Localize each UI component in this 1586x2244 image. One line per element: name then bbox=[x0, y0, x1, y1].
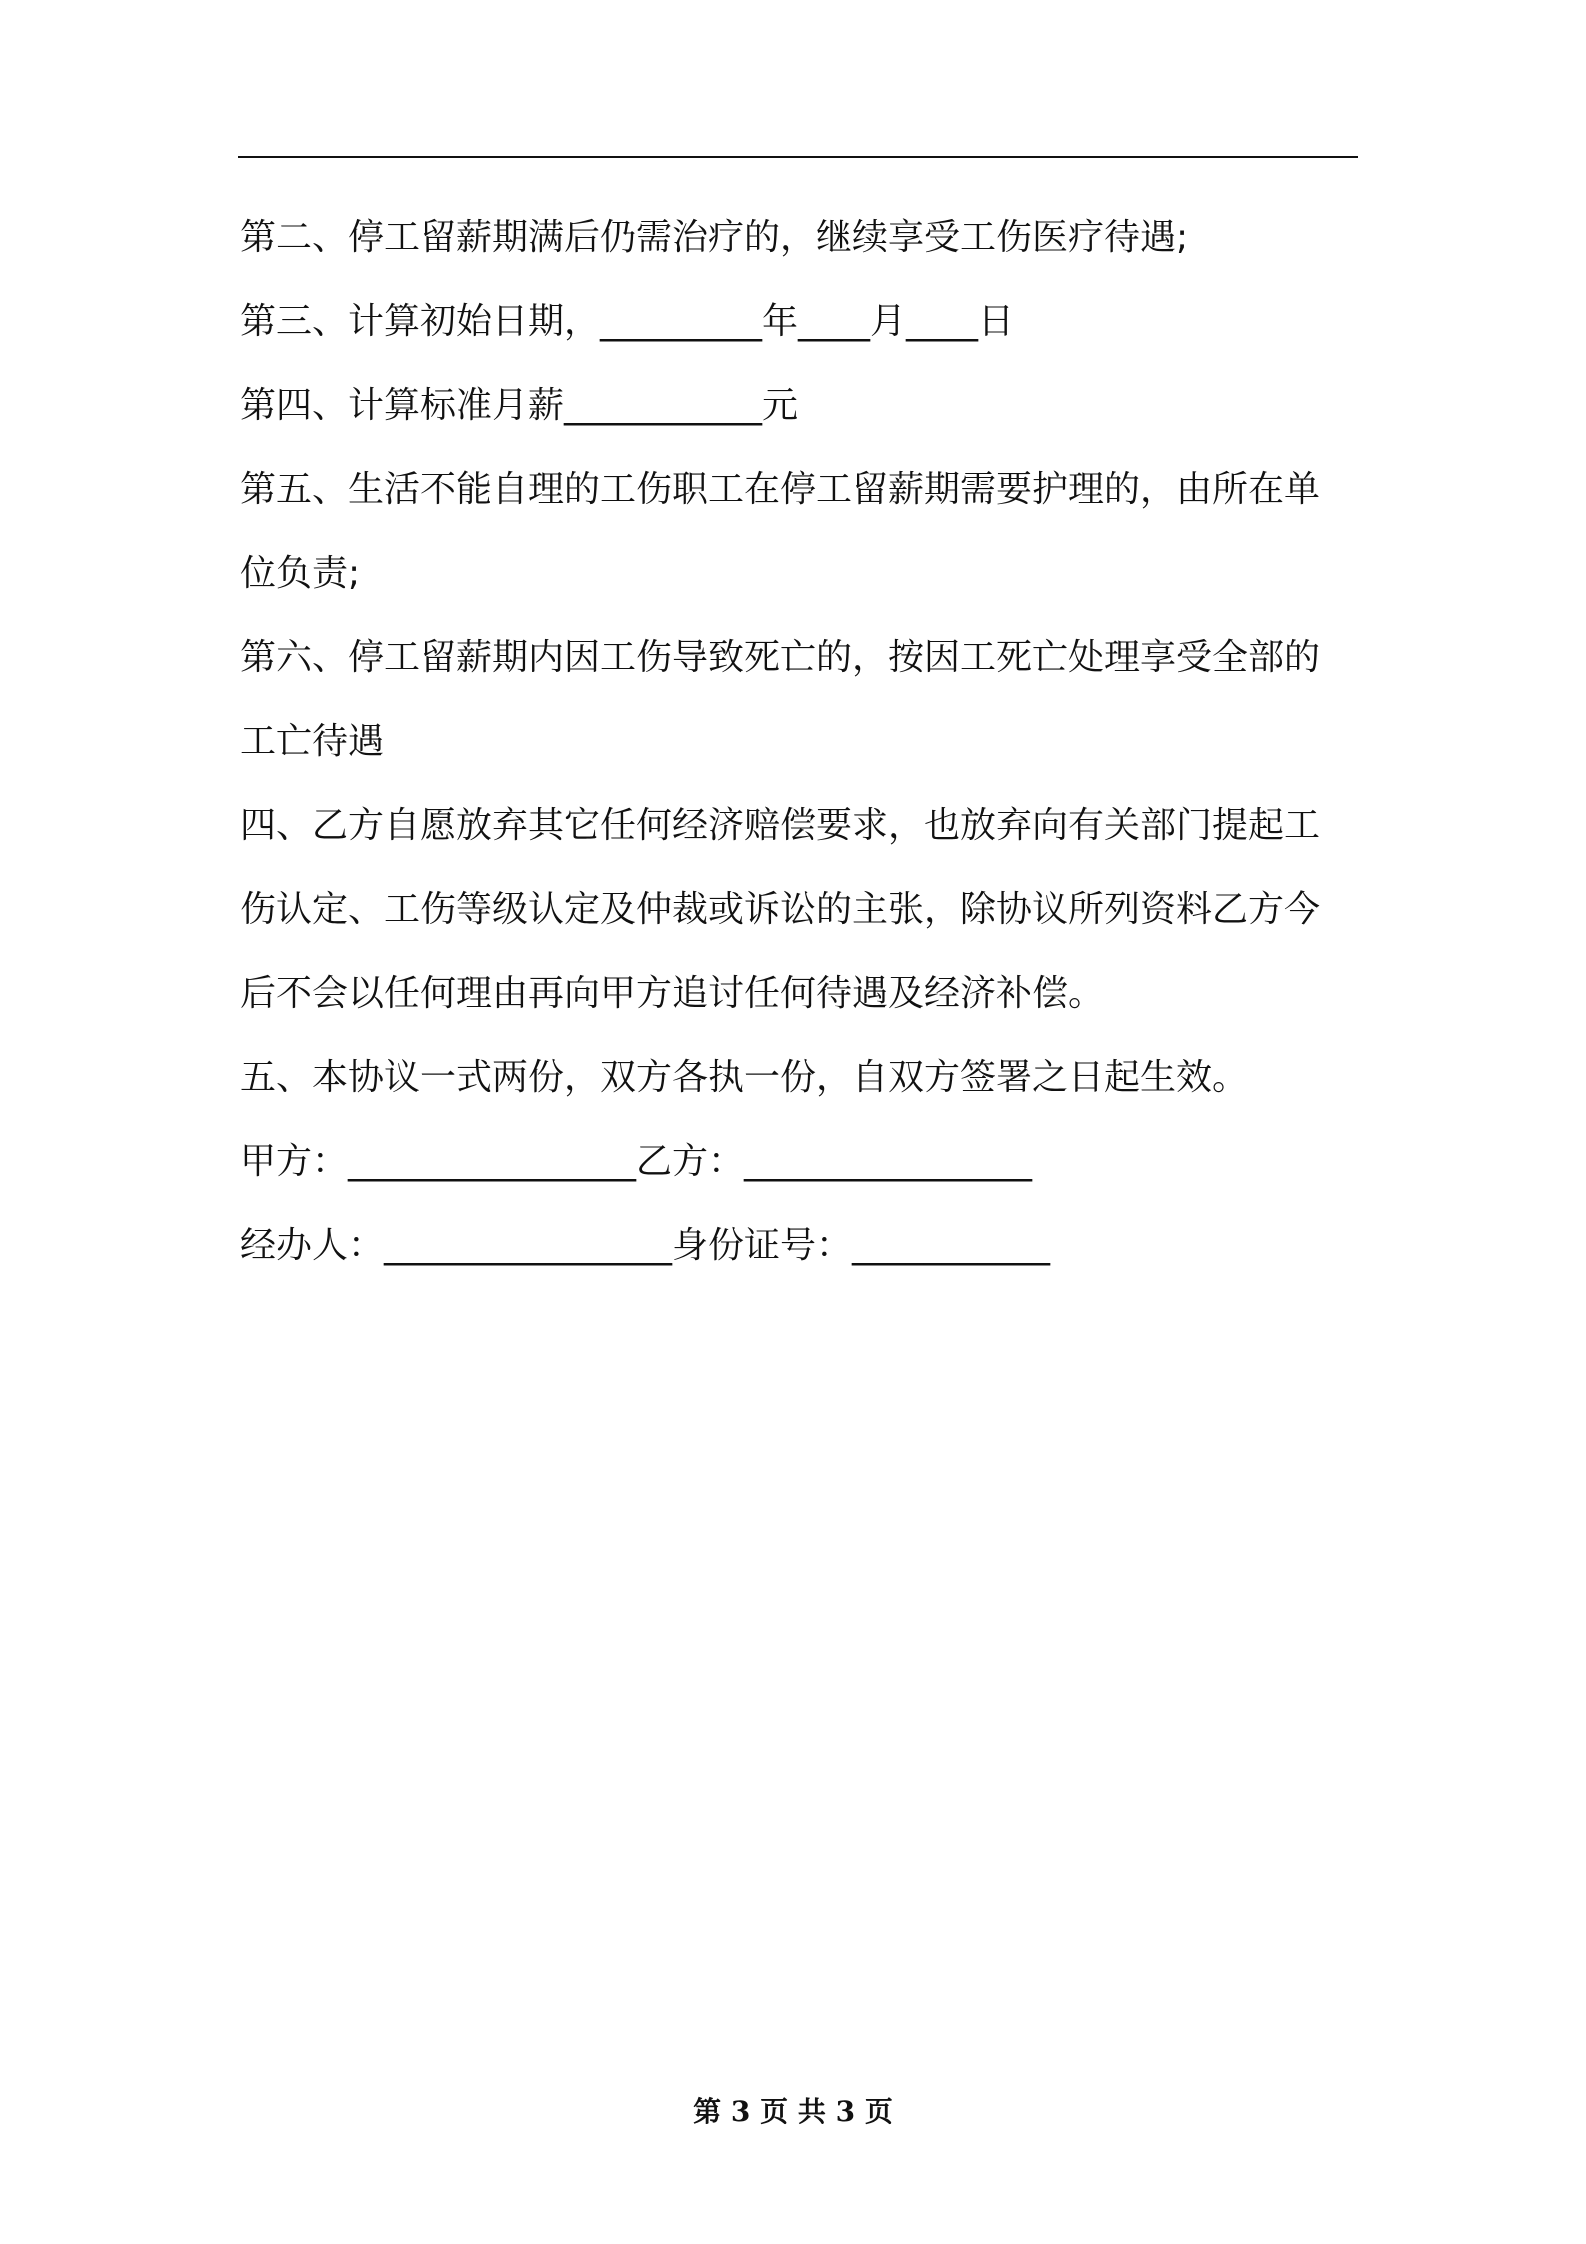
article-four-line-1: 四、乙方自愿放弃其它任何经济赔偿要求，也放弃向有关部门提起工 bbox=[240, 805, 1321, 846]
article-four-line-2: 伤认定、工伤等级认定及仲裁或诉讼的主张，除协议所列资料乙方今 bbox=[240, 889, 1321, 930]
clause-fifth-line-1: 第五、生活不能自理的工伤职工在停工留薪期需要护理的，由所在单 bbox=[240, 469, 1321, 510]
signature-party-line: 甲方：________________乙方：________________ bbox=[240, 1141, 1033, 1182]
page-number-footer: 第 3 页 共 3 页 bbox=[693, 2095, 893, 2128]
clause-fourth-monthly-salary: 第四、计算标准月薪___________元 bbox=[240, 385, 799, 426]
clause-fifth-line-2: 位负责; bbox=[240, 553, 361, 594]
clause-third-start-date: 第三、计算初始日期，_________年____月____日 bbox=[240, 301, 1015, 342]
signature-agent-line: 经办人：________________身份证号：___________ bbox=[240, 1225, 1051, 1266]
header-rule bbox=[238, 156, 1358, 158]
clause-sixth-line-1: 第六、停工留薪期内因工伤导致死亡的，按因工死亡处理享受全部的 bbox=[240, 637, 1321, 678]
article-five: 五、本协议一式两份，双方各执一份，自双方签署之日起生效。 bbox=[240, 1057, 1249, 1098]
article-four-line-3: 后不会以任何理由再向甲方追讨任何待遇及经济补偿。 bbox=[240, 973, 1105, 1014]
clause-second: 第二、停工留薪期满后仍需治疗的，继续享受工伤医疗待遇; bbox=[240, 217, 1189, 258]
clause-sixth-line-2: 工亡待遇 bbox=[240, 721, 385, 762]
document-body bbox=[240, 196, 1360, 1288]
